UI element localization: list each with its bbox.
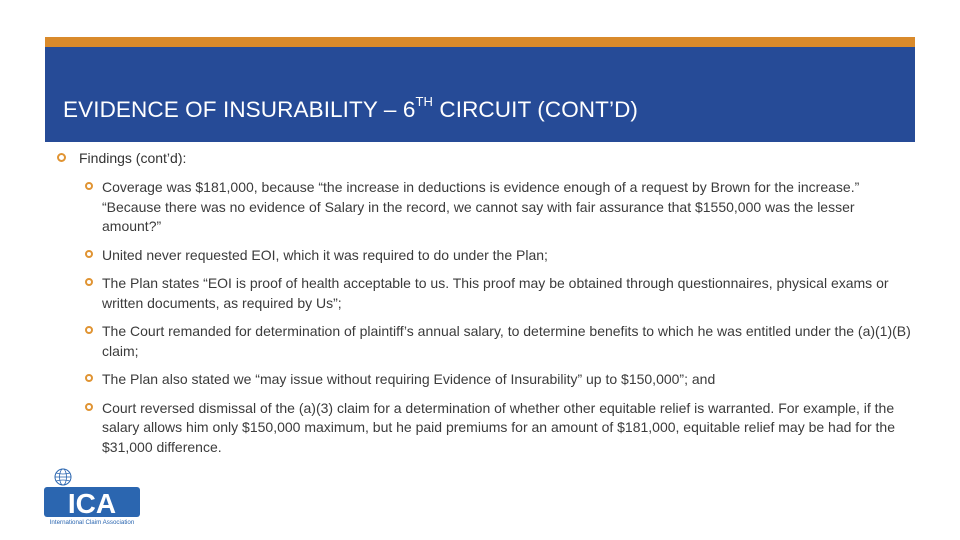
bullet-icon — [85, 326, 93, 334]
svg-text:ICA: ICA — [67, 488, 117, 519]
bullet-icon — [85, 250, 93, 258]
slide-title: EVIDENCE OF INSURABILITY – 6TH CIRCUIT (CONT’D) — [63, 94, 639, 122]
findings-heading: Findings (cont’d): — [57, 150, 186, 166]
header-accent-bar — [45, 37, 915, 47]
ica-logo — [42, 467, 142, 527]
list-item: Court reversed dismissal of the (a)(3) claim for a determination of whether other equitable relief is warranted. For example, if the salary allows him only $150,000 maximum, but he paid premiums for an amount of $181,000, equitable relief may be had for the $31,000 difference. — [84, 399, 914, 458]
title-band — [45, 47, 915, 142]
svg-text:International Claim Associatio: International Claim Association — [49, 519, 135, 526]
list-item: The Plan also stated we “may issue without requiring Evidence of Insurability” up to $150,000”; and — [84, 370, 914, 390]
list-item: United never requested EOI, which it was required to do under the Plan; — [84, 246, 914, 266]
list-item: Coverage was $181,000, because “the increase in deductions is evidence enough of a request by Brown for the increase.” “Because there was no evidence of Salary in the record, we cannot say with fair assurance that $1550,000 was the lesser amount?” — [84, 178, 914, 237]
bullet-icon — [85, 403, 93, 411]
findings-list — [84, 178, 914, 457]
list-item: The Court remanded for determination of plaintiff’s annual salary, to determine benefits to which he was entitled under the (a)(1)(B) claim; — [84, 322, 914, 361]
bullet-icon — [85, 374, 93, 382]
globe-icon — [55, 469, 71, 485]
bullet-icon — [85, 182, 93, 190]
bullet-icon — [57, 153, 66, 162]
list-item: The Plan states “EOI is proof of health acceptable to us. This proof may be obtained through questionnaires, physical exams or written documents, as required by Us”; — [84, 274, 914, 313]
bullet-icon — [85, 278, 93, 286]
